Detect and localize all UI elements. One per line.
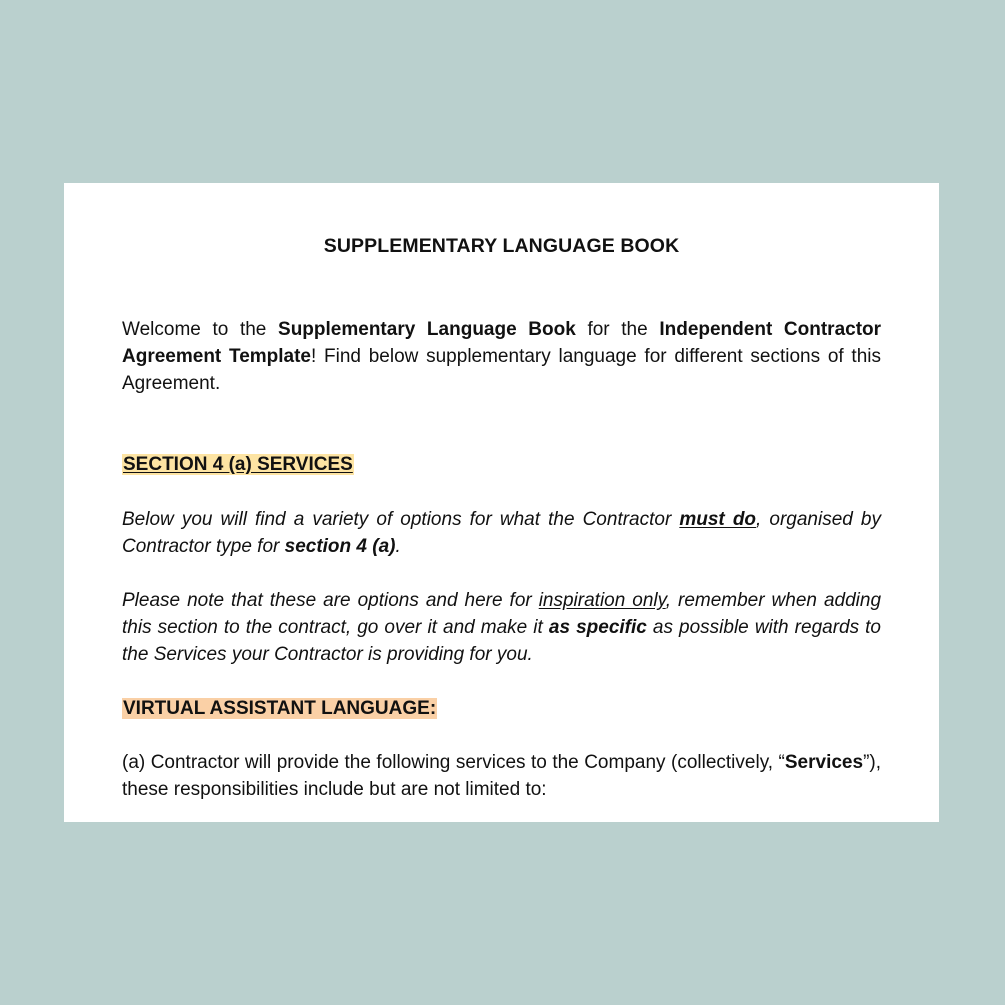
services-text-1: (a) Contractor will provide the following services to the Company (collectively, “	[122, 752, 785, 773]
intro-book-name: Supplementary Language Book	[278, 319, 576, 340]
services-paragraph	[122, 749, 881, 803]
intro-paragraph	[122, 316, 881, 397]
intro-text-1: Welcome to the	[122, 319, 279, 340]
note-paragraph	[122, 587, 881, 668]
note-underlined: inspiration only	[538, 590, 666, 611]
intro-text-3: ! Find below supplementary language for different sections of this Agreement.	[122, 346, 881, 394]
intro-template-name: Independent Contractor Agreement Template	[122, 319, 882, 367]
services-text-2: ”), these responsibilities include but are not limited to:	[122, 752, 881, 800]
options-section-ref: section 4 (a)	[284, 536, 396, 557]
document-page	[64, 183, 939, 822]
services-bold: Services	[784, 752, 864, 773]
note-text-2: , remember when adding this section to the contract, go over it and make it	[122, 590, 882, 638]
section-heading	[122, 451, 881, 478]
options-text-3: .	[395, 536, 401, 557]
note-text-3: as possible with regards to the Services your Contractor is providing for you.	[122, 617, 882, 665]
options-text-2: , organised by Contractor type for	[122, 509, 881, 557]
intro-text-2: for the	[575, 319, 660, 340]
note-text-1: Please note that these are options and here for	[122, 590, 539, 611]
note-bold: as specific	[548, 617, 647, 638]
va-heading-label: VIRTUAL ASSISTANT LANGUAGE:	[123, 698, 437, 719]
options-emphasis: must do	[679, 509, 757, 530]
section-heading-label: SECTION 4 (a) SERVICES	[123, 454, 353, 475]
va-heading	[122, 695, 881, 722]
options-paragraph	[122, 506, 881, 560]
document-title: SUPPLEMENTARY LANGUAGE BOOK	[323, 235, 680, 257]
options-text-1: Below you will find a variety of options for what the Contractor	[122, 509, 680, 530]
